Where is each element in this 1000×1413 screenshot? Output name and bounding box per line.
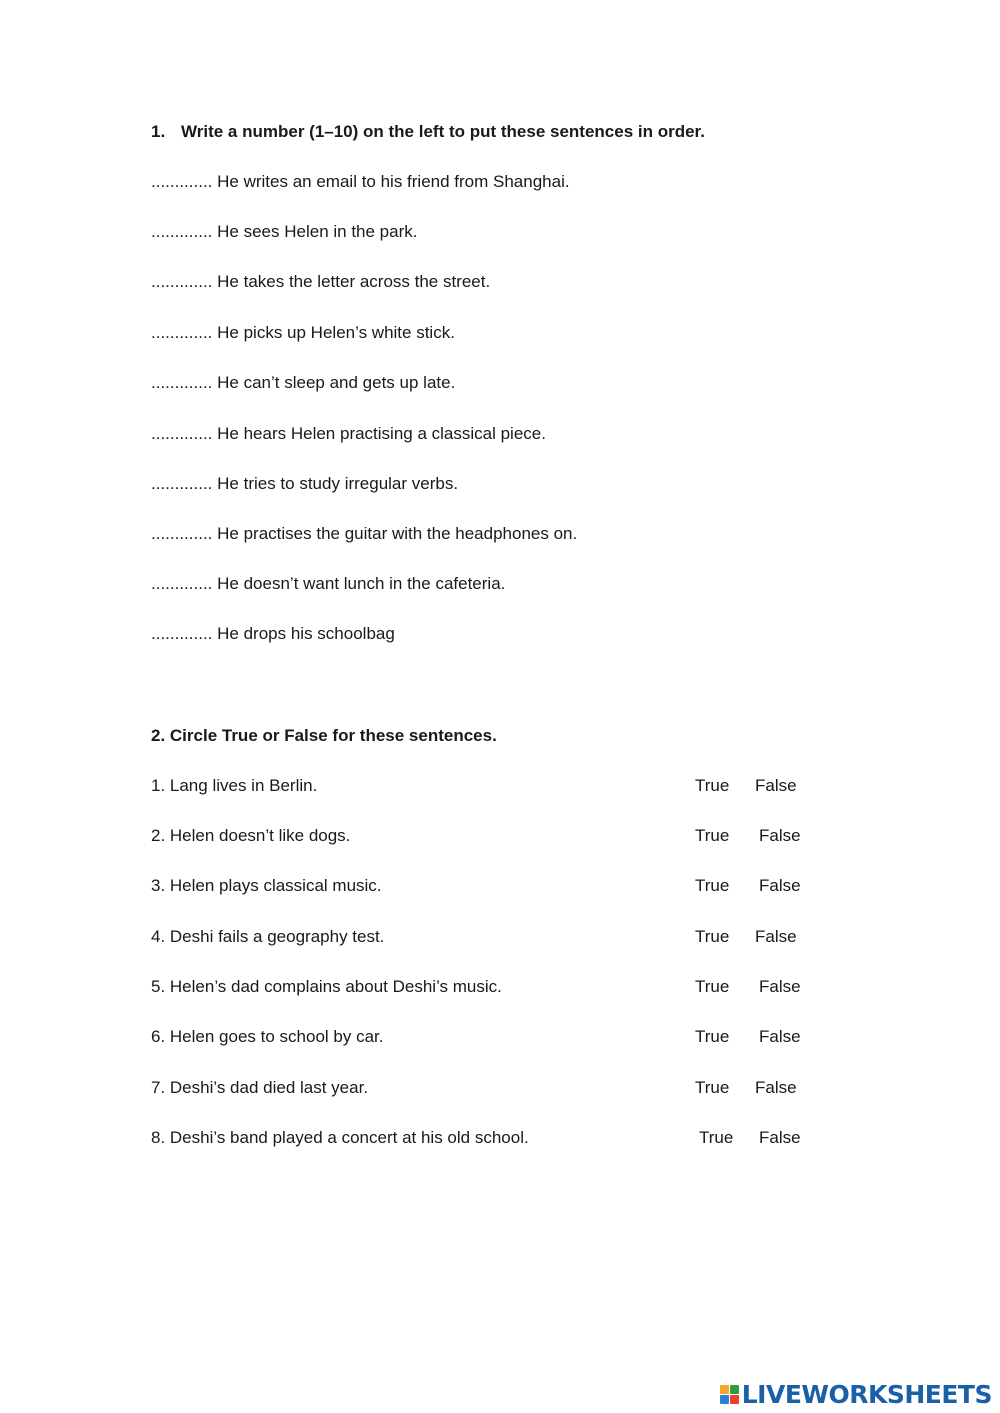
logo-text: LIVEWORKSHEETS (741, 1379, 992, 1409)
order-blank[interactable]: ............. (151, 172, 213, 191)
order-blank[interactable]: ............. (151, 474, 213, 493)
ordering-sentence: He takes the letter across the street. (217, 272, 491, 291)
tf-statement: 1. Lang lives in Berlin. (151, 776, 318, 795)
ordering-item (151, 624, 395, 644)
logo-mark-icon (720, 1385, 739, 1404)
order-blank[interactable]: ............. (151, 524, 213, 543)
section1-number: 1. (151, 122, 166, 141)
ordering-sentence: He can’t sleep and gets up late. (217, 373, 456, 392)
logo-square (730, 1385, 739, 1394)
ordering-sentence: He practises the guitar with the headphones on. (217, 524, 578, 543)
logo-square (720, 1395, 729, 1404)
false-option[interactable]: False (759, 977, 801, 996)
section1-title: Write a number (1–10) on the left to put these sentences in order. (181, 122, 705, 141)
true-false-row (151, 826, 851, 850)
false-option[interactable]: False (759, 826, 801, 845)
true-option[interactable]: True (695, 1027, 730, 1046)
ordering-item (151, 424, 546, 444)
ordering-item (151, 172, 570, 192)
tf-statement: 6. Helen goes to school by car. (151, 1027, 384, 1046)
tf-statement: 8. Deshi’s band played a concert at his old school. (151, 1128, 529, 1147)
ordering-sentence: He picks up Helen’s white stick. (217, 323, 455, 342)
ordering-item (151, 474, 458, 494)
order-blank[interactable]: ............. (151, 323, 213, 342)
order-blank[interactable]: ............. (151, 624, 213, 643)
true-false-row (151, 977, 851, 1001)
false-option[interactable]: False (755, 1078, 797, 1097)
section2-heading: 2. Circle True or False for these sentences. (151, 726, 497, 745)
section1-heading (151, 122, 705, 142)
false-option[interactable]: False (759, 1128, 801, 1147)
ordering-item (151, 574, 505, 594)
ordering-sentence: He drops his schoolbag (217, 624, 395, 643)
ordering-item (151, 323, 455, 343)
true-false-row (151, 927, 851, 951)
ordering-sentence: He tries to study irregular verbs. (217, 474, 459, 493)
tf-statement: 3. Helen plays classical music. (151, 876, 382, 895)
true-option[interactable]: True (699, 1128, 734, 1147)
false-option[interactable]: False (755, 776, 797, 795)
order-blank[interactable]: ............. (151, 373, 213, 392)
true-option[interactable]: True (695, 826, 730, 845)
ordering-item (151, 524, 577, 544)
order-blank[interactable]: ............. (151, 222, 213, 241)
order-blank[interactable]: ............. (151, 574, 213, 593)
order-blank[interactable]: ............. (151, 424, 213, 443)
true-option[interactable]: True (695, 927, 730, 946)
true-option[interactable]: True (695, 776, 730, 795)
false-option[interactable]: False (759, 876, 801, 895)
logo-square (720, 1385, 729, 1394)
ordering-item (151, 373, 455, 393)
tf-statement: 2. Helen doesn’t like dogs. (151, 826, 351, 845)
tf-statement: 5. Helen’s dad complains about Deshi’s music. (151, 977, 502, 996)
tf-statement: 4. Deshi fails a geography test. (151, 927, 385, 946)
ordering-sentence: He sees Helen in the park. (217, 222, 418, 241)
ordering-sentence: He writes an email to his friend from Shanghai. (217, 172, 570, 191)
true-false-row (151, 876, 851, 900)
logo-square (730, 1395, 739, 1404)
false-option[interactable]: False (755, 927, 797, 946)
order-blank[interactable]: ............. (151, 272, 213, 291)
true-false-row (151, 1078, 851, 1102)
true-option[interactable]: True (695, 1078, 730, 1097)
ordering-sentence: He hears Helen practising a classical piece. (217, 424, 546, 443)
liveworksheets-logo (720, 1378, 992, 1410)
ordering-sentence: He doesn’t want lunch in the cafeteria. (217, 574, 506, 593)
false-option[interactable]: False (759, 1027, 801, 1046)
ordering-item (151, 222, 417, 242)
ordering-item (151, 272, 490, 292)
true-option[interactable]: True (695, 977, 730, 996)
true-false-row (151, 1128, 851, 1152)
true-option[interactable]: True (695, 876, 730, 895)
true-false-row (151, 1027, 851, 1051)
true-false-row (151, 776, 851, 800)
tf-statement: 7. Deshi’s dad died last year. (151, 1078, 369, 1097)
